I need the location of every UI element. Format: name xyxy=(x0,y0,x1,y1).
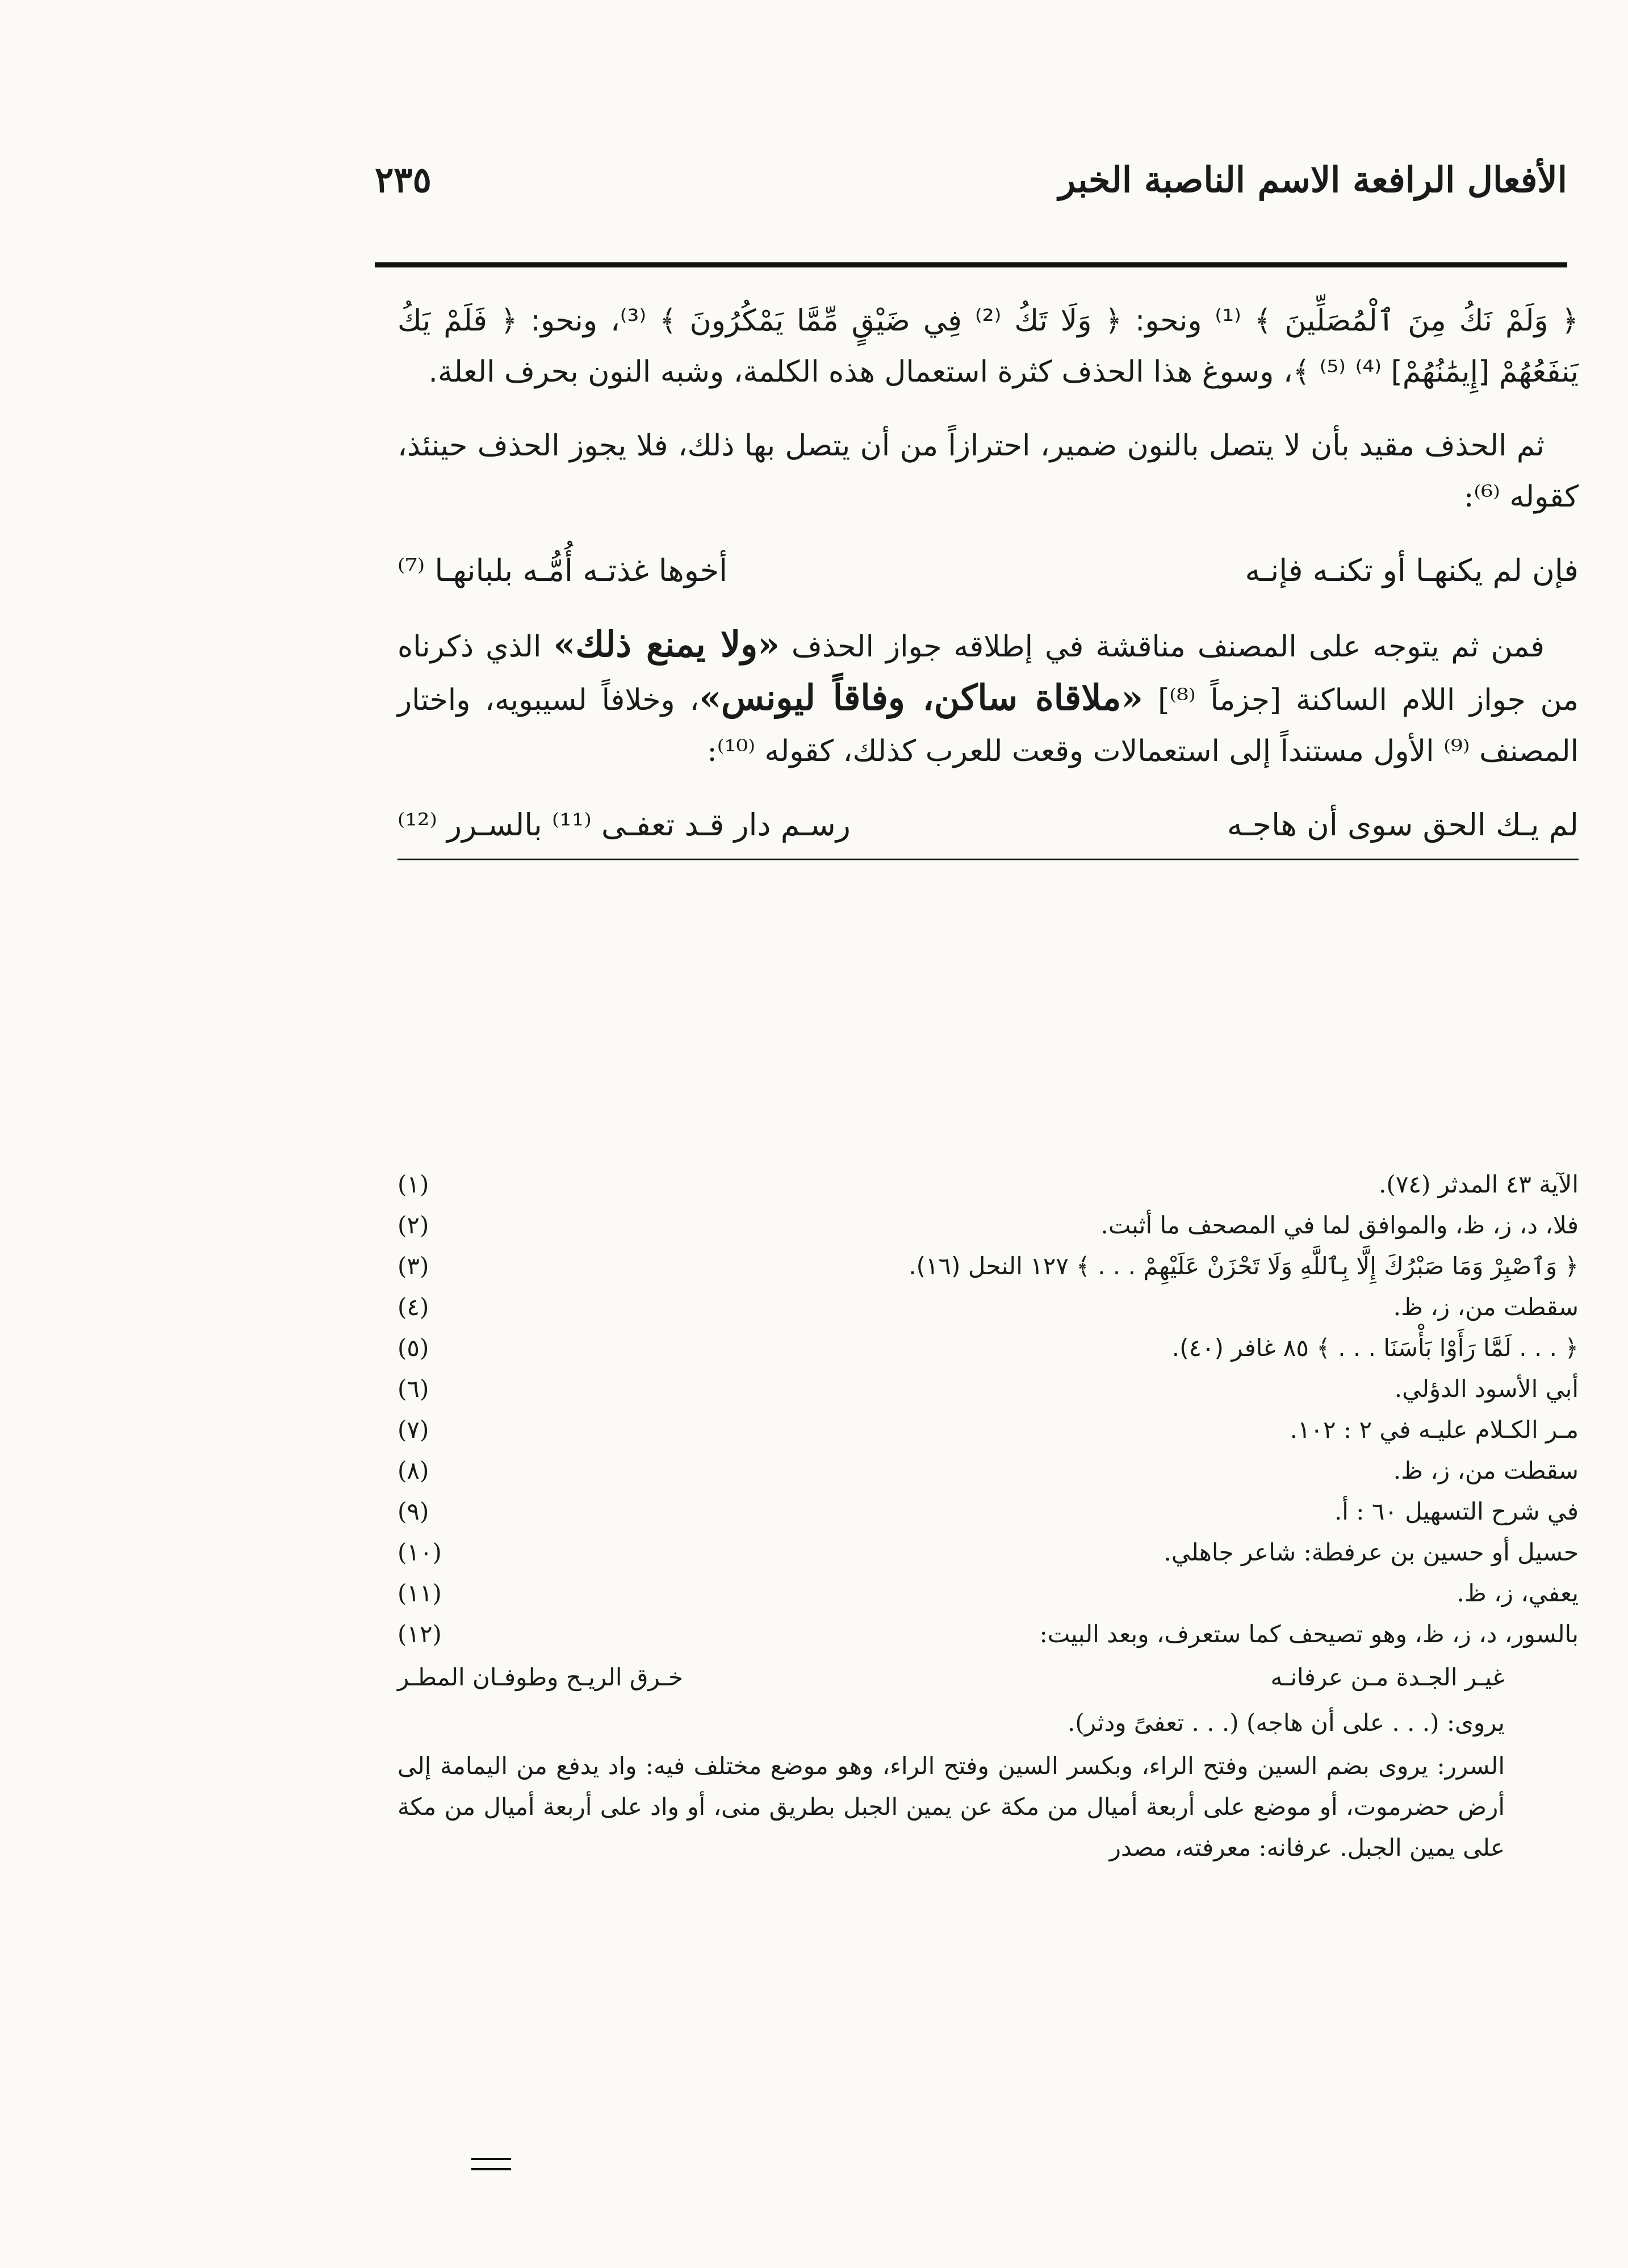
footnote xyxy=(397,1164,1579,1205)
footnotes xyxy=(397,1164,1579,1868)
footnote xyxy=(397,1328,1579,1369)
footnote-number: (٩) xyxy=(397,1497,429,1525)
footnote-text: سقطت من، ز، ظ. xyxy=(1393,1457,1579,1484)
continuation-mark xyxy=(471,2158,511,2170)
header-rule xyxy=(375,262,1567,267)
paragraph-discussion xyxy=(397,619,1579,777)
footnote-number: (١٢) xyxy=(397,1620,442,1648)
matn-quote: «ولا يمنع ذلك» xyxy=(553,624,780,665)
footnote-number: (١٠) xyxy=(397,1538,442,1566)
footnote xyxy=(397,1287,1579,1328)
verse-second-hemistich: خـرق الريـح وطوفـان المطـر xyxy=(397,1663,683,1691)
page-header xyxy=(375,153,1567,216)
verse-variant-reading: يروى: (. . . على أن هاجه) (. . . تعفىً ودثر). xyxy=(1068,1709,1505,1736)
footnote xyxy=(397,1573,1579,1614)
footnote xyxy=(397,1409,1579,1450)
footnote-text: أبي الأسود الدؤلي. xyxy=(1394,1375,1579,1403)
footnote xyxy=(397,1205,1579,1246)
footnote-text: ﴿ وَٱصْبِرْ وَمَا صَبْرُكَ إِلَّا بِٱللَّهِ وَلَا تَحْزَنْ عَلَيْهِمْ . . . ﴾ ١٢٧ النحل (١٦). xyxy=(909,1252,1579,1280)
paragraph-quran-examples: ﴿ وَلَمْ نَكُ مِنَ ٱلْمُصَلِّينَ ﴾ ⁽¹⁾ ونحو: ﴿ وَلَا تَكُ ⁽²⁾ فِي ضَيْقٍ مِّمَّا يَمْكُرُونَ ﴾ ⁽³⁾، ونحو: ﴿ فَلَمْ يَكُ يَنفَعُهُمْ [إِيمَٰنُهُمْ] ⁽⁴⁾ ⁽⁵⁾ ﴾، وسوغ هذا الحذف كثرة استعمال هذه الكلمة، وشبه النون بحرف العلة. xyxy=(397,304,1579,389)
poetry-verse xyxy=(397,800,1579,860)
footnote-text: سقطت من، ز، ظ. xyxy=(1393,1293,1579,1321)
footnote xyxy=(397,1450,1579,1491)
main-text xyxy=(397,295,1579,883)
page-number: ٢٣٥ xyxy=(375,159,432,200)
poetry-verse xyxy=(397,1655,1505,1700)
footnote-number: (٣) xyxy=(397,1252,429,1280)
paragraph-text: ، وخلافاً لسيبويه، واختار المصنف ⁽⁹⁾ الأول مستنداً إلى استعمالات وقعت للعرب كذلك، كقوله ⁽¹⁰⁾: xyxy=(397,683,1579,768)
footnote-number: (٨) xyxy=(397,1457,429,1484)
footnote-text: ﴿ . . . لَمَّا رَأَوْا بَأْسَنَا . . . ﴾ ٨٥ غافر (٤٠). xyxy=(1171,1334,1579,1362)
footnote-number: (١) xyxy=(397,1170,429,1198)
matn-quote: «ملاقاة ساكن، وفاقاً ليونس» xyxy=(699,677,1144,718)
verse-first-hemistich: غيـر الجـدة مـن عرفانـه xyxy=(1270,1663,1505,1691)
footnote xyxy=(397,1246,1579,1287)
running-title: الأفعال الرافعة الاسم الناصبة الخبر xyxy=(1058,159,1567,200)
footnote-number: (١١) xyxy=(397,1579,442,1607)
paragraph-restriction: ثم الحذف مقيد بأن لا يتصل بالنون ضمير، احترازاً من أن يتصل بها ذلك، فلا يجوز الحذف حينئذ، كقوله ⁽⁶⁾: xyxy=(397,429,1579,514)
footnote-number: (٤) xyxy=(397,1293,429,1321)
footnote xyxy=(397,1369,1579,1409)
paragraph-text: فمن ثم يتوجه على المصنف مناقشة في إطلاقه جواز الحذف xyxy=(779,630,1545,664)
footnote-commentary: السرر: يروى بضم السين وفتح الراء، وبكسر السين وفتح الراء، وهو موضع مختلف فيه: واد يدفع من اليمامة إلى أرض حضرموت، أو موضع على أربعة أميال من مكة عن يمين الجبل بطريق منى، أو واد على أربعة أميال من مكة على يمين الجبل. عرفانه: معرفته، مصدر xyxy=(397,1752,1505,1861)
poetry-verse xyxy=(397,545,1579,596)
footnote-text: فلا، د، ز، ظ، والموافق لما في المصحف ما أثبت. xyxy=(1100,1211,1579,1239)
verse-second-hemistich: أخوها غذتـه أُمُّـه بلبانهـا ⁽⁷⁾ xyxy=(397,553,727,588)
paragraph-text: الذي ذكرناه من جواز اللام الساكنة [جزماً ⁽⁸⁾] xyxy=(397,630,1579,717)
footnote-number: (٥) xyxy=(397,1334,429,1362)
footnote-quoted-verse xyxy=(397,1655,1505,1746)
footnote-text: يعفي، ز، ظ. xyxy=(1457,1579,1579,1607)
footnote-text: الآية ٤٣ المدثر (٧٤). xyxy=(1379,1170,1579,1198)
footnote-text: بالسور، د، ز، ظ، وهو تصيحف كما ستعرف، وبعد البيت: xyxy=(1039,1620,1579,1648)
verse-second-hemistich: رسـم دار قـد تعفـى ⁽¹¹⁾ بالسـرر ⁽¹²⁾ xyxy=(397,807,851,843)
footnote-text: حسيل أو حسين بن عرفطة: شاعر جاهلي. xyxy=(1164,1538,1579,1566)
footnote-text: مـر الكـلام عليـه في ٢ : ١٠٢. xyxy=(1290,1416,1579,1443)
footnote xyxy=(397,1532,1579,1573)
verse-first-hemistich: فإن لم يكنهـا أو تكنـه فإنـه xyxy=(1245,553,1579,588)
footnote-number: (٢) xyxy=(397,1211,429,1239)
footnote-number: (٦) xyxy=(397,1375,429,1403)
verse-first-hemistich: لم يـك الحق سوى أن هاجـه xyxy=(1227,807,1579,843)
footnote xyxy=(397,1614,1579,1655)
footnote xyxy=(397,1491,1579,1532)
footnote-number: (٧) xyxy=(397,1416,429,1443)
footnote-text: في شرح التسهيل ٦٠ : أ. xyxy=(1334,1497,1579,1525)
